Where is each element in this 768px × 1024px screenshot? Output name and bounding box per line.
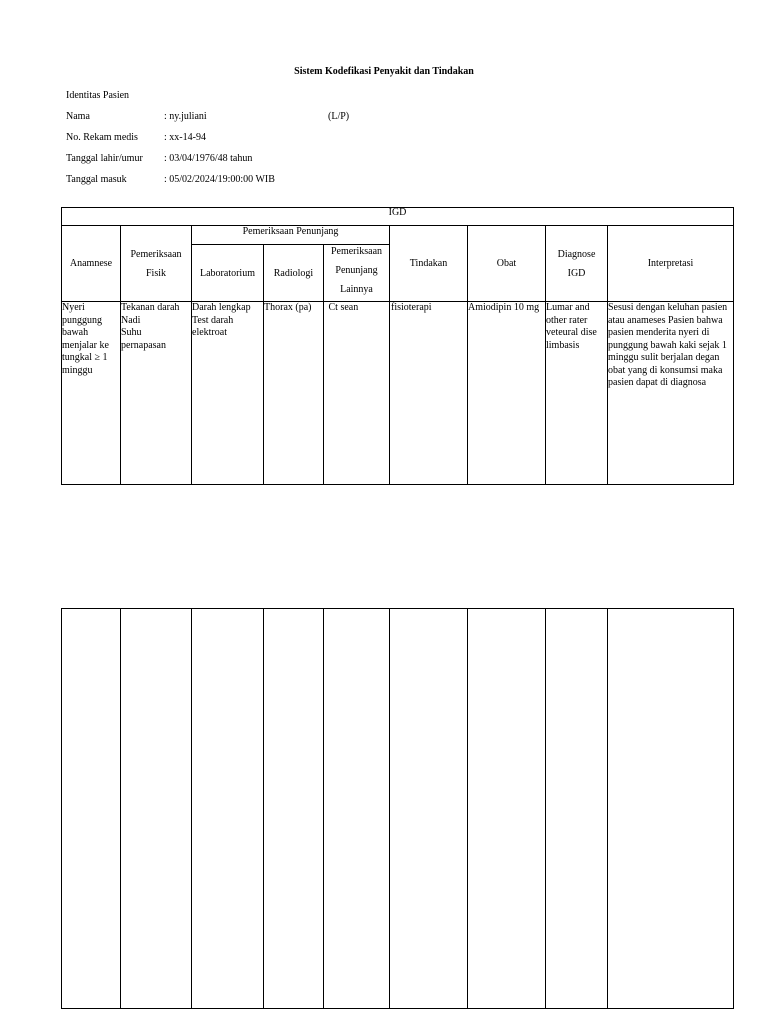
anamnese-header: Anamnese [69, 258, 113, 269]
table-border [545, 608, 546, 1009]
dob-value: : 03/04/1976/48 tahun [164, 153, 253, 164]
laboratorium-cell: Darah lengkap Test darah elektroat [192, 302, 251, 338]
table-border [120, 608, 121, 1009]
table-border [61, 1008, 734, 1009]
name-label: Nama [66, 111, 90, 122]
table-border [323, 608, 324, 1009]
table-border [389, 608, 390, 1009]
table-border [263, 608, 264, 1009]
patient-section-label: Identitas Pasien [66, 90, 130, 101]
table-border [467, 608, 468, 1009]
obat-cell: Amiodipin 10 mg [468, 302, 540, 313]
admit-value: : 05/02/2024/19:00:00 WIB [164, 174, 275, 185]
radiologi-header: Radiologi [273, 267, 314, 279]
penunjang-lainnya-header: Pemeriksaan Penunjang Lainnya [330, 246, 383, 295]
interpretasi-cell: Sesusi dengan keluhan pasien atau anameses Pasien bahwa pasien menderita nyeri di punggung bawah kaki sejak 1 minggu sulit berjalan degan obat yang di konsumsi maka pasien dapat di diagnosa [608, 302, 728, 388]
table-border [607, 608, 608, 1009]
penunjang-group-header: Pemeriksaan Penunjang [242, 226, 339, 237]
table-border [61, 608, 734, 609]
table-border [61, 484, 734, 485]
gender-field: (L/P) [328, 111, 350, 122]
obat-header: Obat [496, 258, 517, 269]
table-border [61, 608, 62, 1009]
table-border [191, 608, 192, 1009]
record-value: : xx-14-94 [164, 132, 206, 143]
unit-header: IGD [388, 207, 407, 218]
diagnose-cell: Lumar and other rater veteural dise limbasis [546, 302, 597, 351]
table-border [733, 207, 734, 485]
name-value: : ny.juliani [164, 111, 207, 122]
interpretasi-header: Interpretasi [647, 258, 694, 269]
pemeriksaan-fisik-cell: Tekanan darah Nadi Suhu pernapasan [121, 302, 180, 351]
radiologi-cell: Thorax (pa) [264, 302, 312, 313]
pemeriksaan-fisik-header: Pemeriksaan Fisik [130, 248, 182, 279]
document-title: Sistem Kodefikasi Penyakit dan Tindakan [294, 66, 474, 77]
laboratorium-header: Laboratorium [200, 267, 255, 279]
anamnese-cell: Nyeri punggung bawah menjalar ke tungkal ≥ 1 minggu [62, 302, 109, 376]
penunjang-lainnya-cell: Ct sean [326, 302, 359, 313]
table-border [733, 608, 734, 1009]
dob-label: Tanggal lahir/umur [66, 153, 143, 164]
diagnose-header: Diagnose IGD [557, 248, 596, 279]
tindakan-cell: fisioterapi [391, 302, 432, 313]
admit-label: Tanggal masuk [66, 174, 127, 185]
tindakan-header: Tindakan [409, 258, 448, 269]
record-label: No. Rekam medis [66, 132, 138, 143]
